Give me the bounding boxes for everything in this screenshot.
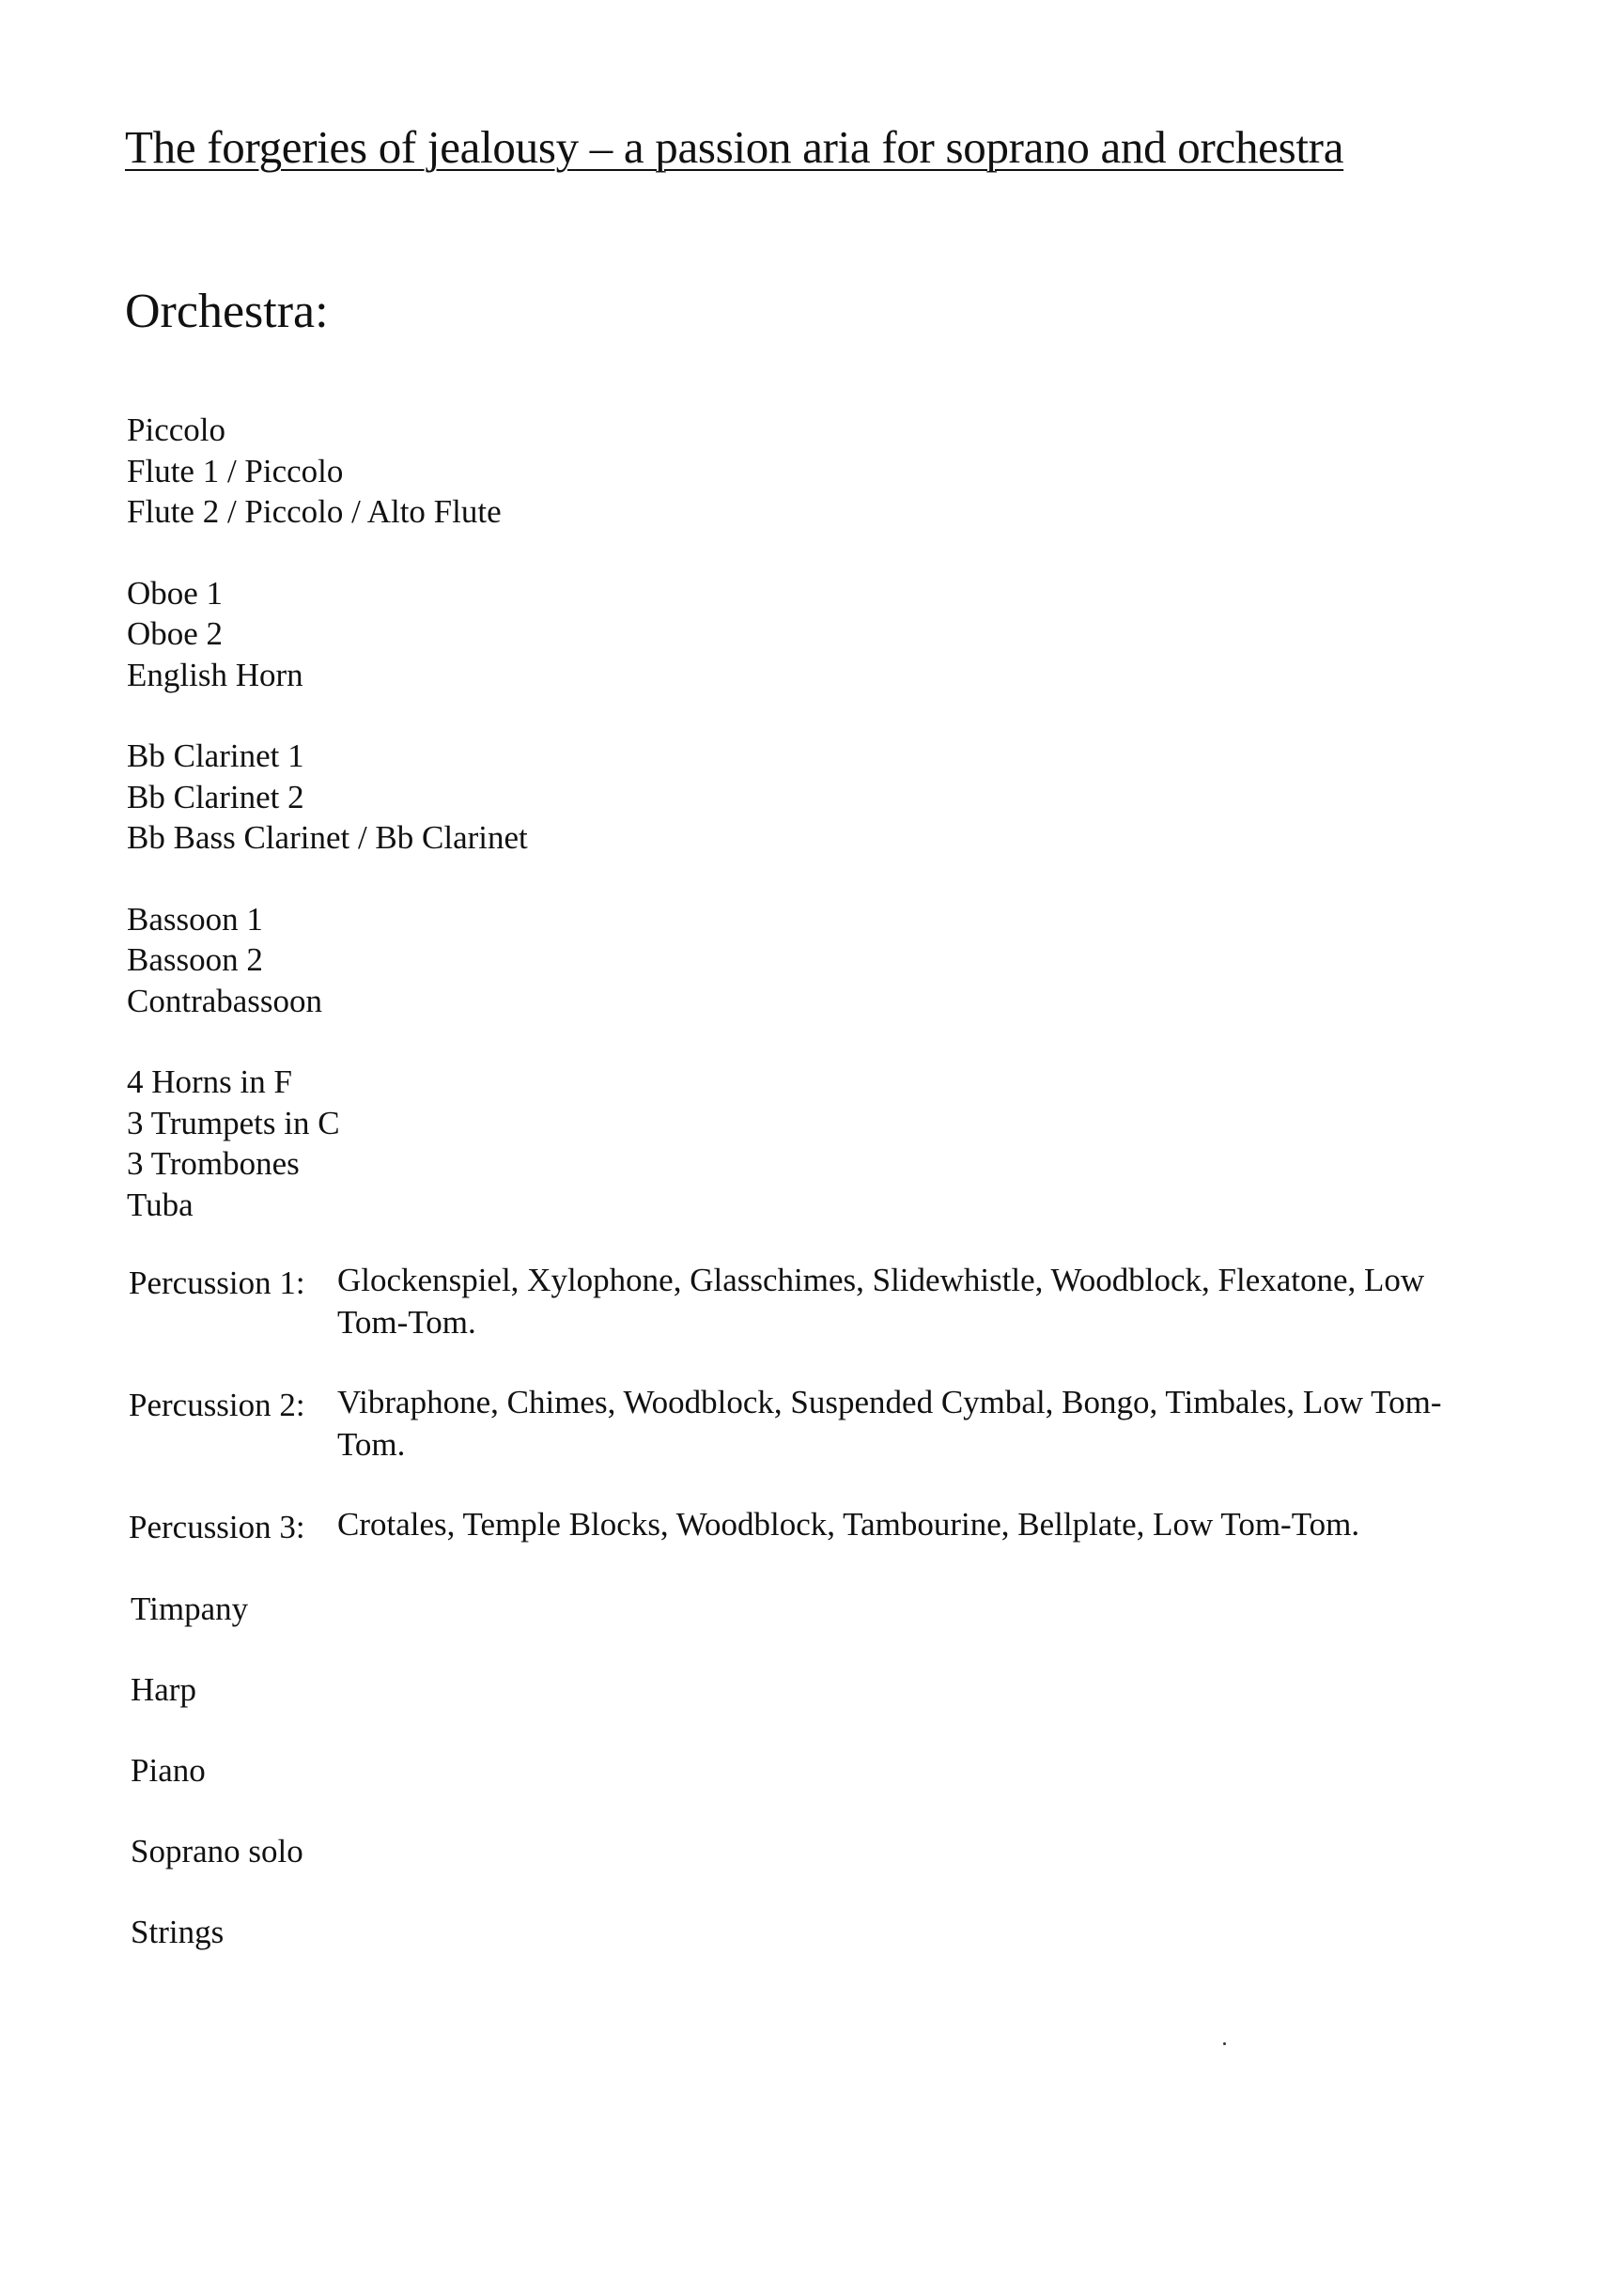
instrument-line: Contrabassoon [127, 982, 323, 1019]
instrument-group-flutes [127, 410, 528, 533]
instrument-line: 3 Trombones [127, 1145, 300, 1182]
instrument-line: Bb Bass Clarinet / Bb Clarinet [127, 819, 528, 856]
percussion-instruments: Vibraphone, Chimes, Woodblock, Suspended Cymbal, Bongo, Timbales, Low Tom-Tom. [337, 1384, 1442, 1463]
orchestra-heading: Orchestra: [125, 285, 329, 338]
instrument-harp: Harp [131, 1671, 196, 1708]
instrument-line: 4 Horns in F [127, 1063, 292, 1100]
instrument-group-clarinets [127, 736, 528, 859]
instrument-strings: Strings [131, 1914, 225, 1950]
instrument-line: Tuba [127, 1186, 194, 1223]
percussion-label: Percussion 2: [129, 1387, 305, 1423]
stray-mark [1223, 2042, 1226, 2045]
instrument-piano: Piano [131, 1752, 206, 1789]
instrument-line: Bb Clarinet 2 [127, 778, 304, 815]
instrument-group-oboes [127, 573, 528, 696]
instrument-group-bassoons [127, 899, 528, 1022]
instrument-line: 3 Trumpets in C [127, 1104, 340, 1141]
percussion-label: Percussion 1: [129, 1264, 305, 1301]
instrument-line: English Horn [127, 656, 303, 693]
percussion-label: Percussion 3: [129, 1509, 305, 1545]
instrument-line: Oboe 1 [127, 574, 224, 612]
instrument-line: Oboe 2 [127, 615, 224, 652]
instrument-group-brass [127, 1062, 528, 1225]
instrument-line: Flute 2 / Piccolo / Alto Flute [127, 493, 502, 530]
instrument-list [127, 410, 528, 1265]
document-title: The forgeries of jealousy – a passion aria for soprano and orchestra [125, 121, 1344, 173]
instrument-line: Bassoon 2 [127, 941, 263, 978]
instrument-soprano-solo: Soprano solo [131, 1833, 303, 1869]
instrument-line: Flute 1 / Piccolo [127, 452, 344, 489]
percussion-instruments: Glockenspiel, Xylophone, Glasschimes, Slidewhistle, Woodblock, Flexatone, Low Tom-Tom. [337, 1262, 1425, 1341]
instrument-line: Bb Clarinet 1 [127, 737, 304, 774]
instrument-timpany: Timpany [131, 1590, 249, 1627]
percussion-instruments: Crotales, Temple Blocks, Woodblock, Tambourine, Bellplate, Low Tom-Tom. [337, 1506, 1360, 1543]
instrument-line: Bassoon 1 [127, 900, 263, 938]
instrument-line: Piccolo [127, 411, 225, 448]
